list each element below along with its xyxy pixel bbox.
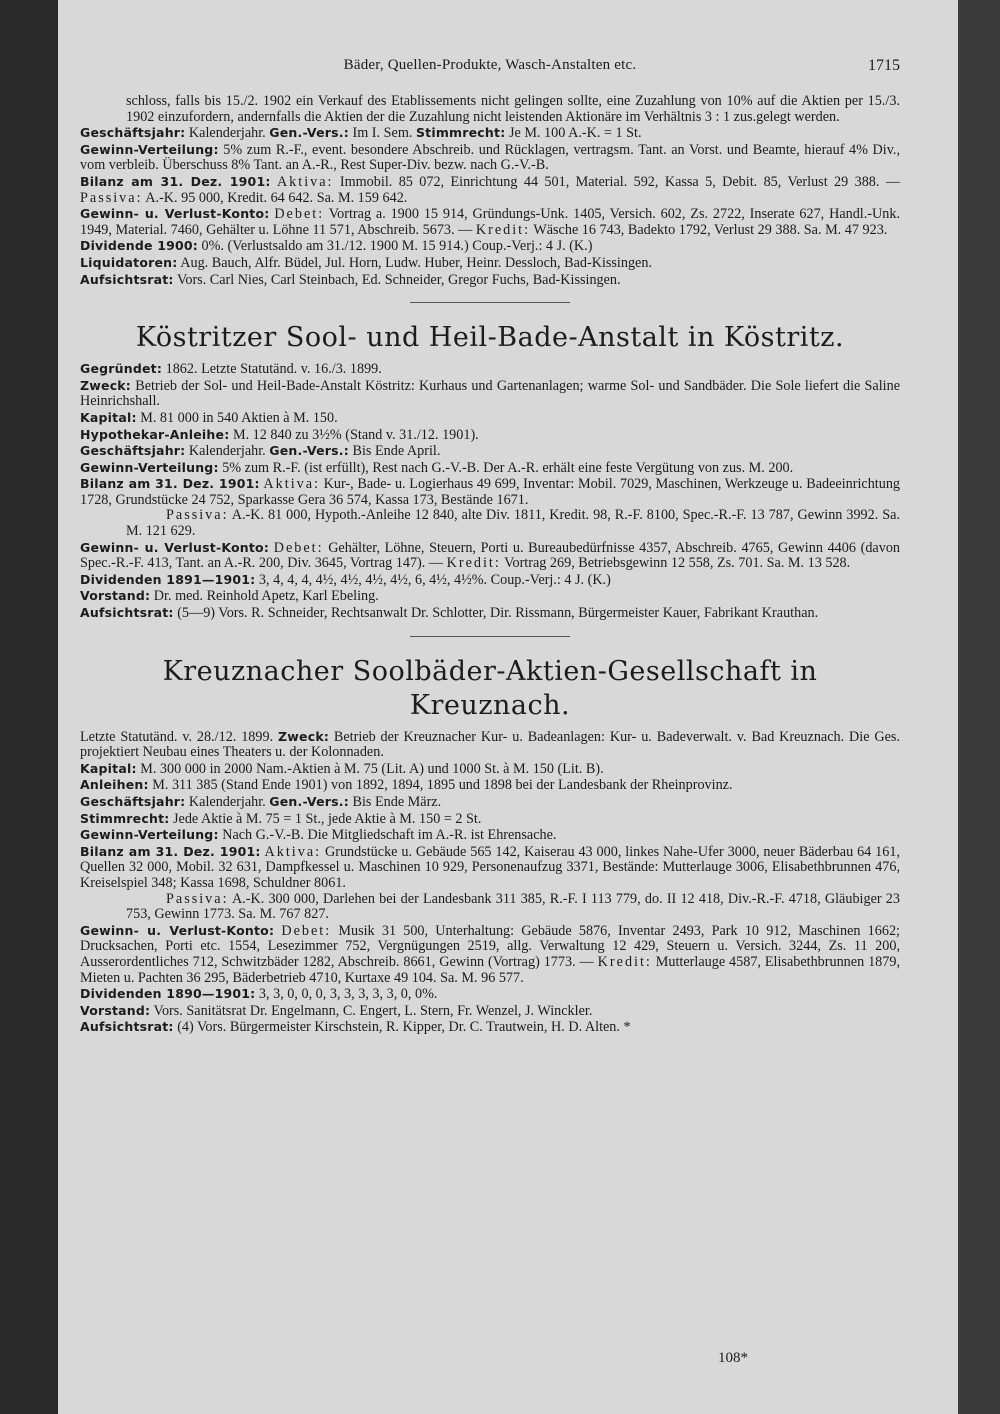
koestritz-gegruendet: Gegründet: 1862. Letzte Statutänd. v. 16./3. 1899. <box>80 361 382 378</box>
page-content <box>80 58 900 1036</box>
prev-entry <box>80 94 900 288</box>
koestritz-dividenden: Dividenden 1891—1901: 3, 4, 4, 4, 4½, 4½, 4½, 4½, 6, 4½, 4½%. Coup.-Verj.: 4 J. (K.) <box>80 571 611 588</box>
scan-right-edge <box>958 0 1000 1414</box>
kreuznach-statut-zweck: Letzte Statutänd. v. 28./12. 1899. Zweck: Betrieb der Kreuznacher Kur- u. Badeanlagen: Kur- u. Badeverwalt. v. Bad Kreuznach. Die Ges. projektiert Neubau eines Theaters u. der Kolonnaden. <box>80 728 900 761</box>
koestritz-bilanz: Bilanz am 31. Dez. 1901: Aktiva: Kur-, Bade- u. Logierhaus 49 699, Inventar: Mobil. 7029, Maschinen, Werkzeuge u. Badeeinrichtung 1728, Grundstücke 24 752, Sparkasse Gera 36 574, Kassa 173, Bestände 1671. <box>80 476 901 508</box>
section-divider <box>410 636 570 637</box>
koestritz-hypothekar: Hypothekar-Anleihe: M. 12 840 zu 3½% (Stand v. 31./12. 1901). <box>80 426 479 443</box>
koestritz-entry <box>80 321 900 622</box>
kreuznach-entry <box>80 655 900 1036</box>
koestritz-gewinnverteilung: Gewinn-Verteilung: 5% zum R.-F. (ist erfüllt), Rest nach G.-V.-B. Der A.-R. erhält eine feste Vergütung von zus. M. 200. <box>80 459 794 476</box>
kreuznach-passiva: Passiva: A.-K. 300 000, Darlehen bei der Landesbank 311 385, R.-F. I 113 779, do. II 12 418, Div.-R.-F. 4718, Gläubiger 23 753, Gewinn 1773. Sa. M. 767 827. <box>126 890 900 923</box>
section-divider <box>410 302 570 303</box>
company-title: Kreuznacher Soolbäder-Aktien-Gesellschaft in Kreuznach. <box>162 655 818 721</box>
koestritz-guv: Gewinn- u. Verlust-Konto: Debet: Gehälter, Löhne, Steuern, Porti u. Bureaubedürfnisse 4357, Abschreib. 4765, Gewinn 4406 (davon Spec.-R.-F. 413, Tant. an A.-R. 200, Div. 3645, Vortrag 147). — Kredit: Vortrag 269, Betriebsgewinn 12 558, Zs. 701. Sa. M. 13 528. <box>80 539 901 572</box>
page-number: 1715 <box>868 57 900 74</box>
company-title: Köstritzer Sool- und Heil-Bade-Anstalt in Köstritz. <box>135 322 845 354</box>
prev-guv: Gewinn- u. Verlust-Konto: Debet: Vortrag a. 1900 15 914, Gründungs-Unk. 1405, Versich. 602, Zs. 2722, Inserate 627, Handl.-Unk. 1949, Material. 7460, Gehälter u. Löhne 11 571, Abschreib. 5673. — Kredit: Wäsche 16 743, Badekto 1792, Verlust 29 388. Sa. M. 47 923. <box>80 206 901 238</box>
scan-left-edge <box>0 0 58 1414</box>
koestritz-kapital: Kapital: M. 81 000 in 540 Aktien à M. 150. <box>80 409 338 426</box>
kreuznach-vorstand: Vorstand: Vors. Sanitätsrat Dr. Engelmann, C. Engert, L. Stern, Fr. Wenzel, J. Winckler. <box>80 1002 593 1019</box>
prev-bilanz: Bilanz am 31. Dez. 1901: Aktiva: Immobil. 85 072, Einrichtung 44 501, Material. 592, Kassa 5, Debit. 85, Verlust 29 388. — Passiva: A.-K. 95 000, Kredit. 64 642. Sa. M. 159 642. <box>80 173 901 206</box>
koestritz-aufsichtsrat: Aufsichtsrat: (5—9) Vors. R. Schneider, Rechtsanwalt Dr. Schlotter, Dir. Rissmann, Bürgermeister Kauer, Fabrikant Krauthan. <box>80 605 819 622</box>
koestritz-passiva: Passiva: A.-K. 81 000, Hypoth.-Anleihe 12 840, alte Div. 1811, Kredit. 98, R.-F. 8100, Spec.-R.-F. 13 787, Gewinn 3992. Sa. M. 121 629. <box>126 507 900 540</box>
page <box>58 0 958 1414</box>
prev-liquidatoren: Liquidatoren: Aug. Bauch, Alfr. Büdel, Jul. Horn, Ludw. Huber, Heinr. Dessloch, Bad-Kissingen. <box>80 254 652 271</box>
kreuznach-stimmrecht: Stimmrecht: Jede Aktie à M. 75 = 1 St., jede Aktie à M. 150 = 2 St. <box>80 810 482 827</box>
prev-aufsichtsrat: Aufsichtsrat: Vors. Carl Nies, Carl Steinbach, Ed. Schneider, Gregor Fuchs, Bad-Kissingen. <box>80 271 621 288</box>
kreuznach-aufsichtsrat: Aufsichtsrat: (4) Vors. Bürgermeister Kirschstein, R. Kipper, Dr. C. Trautwein, H. D. Alten. * <box>80 1019 631 1036</box>
koestritz-vorstand: Vorstand: Dr. med. Reinhold Apetz, Karl Ebeling. <box>80 588 379 605</box>
page-header <box>80 58 900 84</box>
kreuznach-bilanz: Bilanz am 31. Dez. 1901: Aktiva: Grundstücke u. Gebäude 565 142, Kaiserau 43 000, linkes Nahe-Ufer 3000, neuer Bäderbau 64 161, Quellen 32 000, Mobil. 32 631, Dampfkessel u. Maschinen 10 929, Personenaufzug 3371, Bestände: Mutterlauge 3006, Elisabethbrunnen 476, Kreiselspiel 348; Kassa 1698, Schuldner 8061. <box>80 843 900 891</box>
prev-geschaeftsjahr: Geschäftsjahr: Kalenderjahr. Gen.-Vers.: Im I. Sem. Stimmrecht: Je M. 100 A.-K. = 1 St. <box>80 125 642 142</box>
kreuznach-geschaeftsjahr: Geschäftsjahr: Kalenderjahr. Gen.-Vers.: Bis Ende März. <box>80 794 442 810</box>
kreuznach-gewinnverteilung: Gewinn-Verteilung: Nach G.-V.-B. Die Mitgliedschaft im A.-R. ist Ehrensache. <box>80 827 557 844</box>
kreuznach-dividenden: Dividenden 1890—1901: 3, 3, 0, 0, 0, 3, 3, 3, 3, 3, 0, 0%. <box>80 986 438 1003</box>
footer-mark: 108* <box>718 1350 748 1366</box>
koestritz-zweck: Zweck: Betrieb der Sol- und Heil-Bade-Anstalt Köstritz: Kurhaus und Gartenanlagen; warme Sol- und Sandbäder. Die Sole liefert die Saline Heinrichshall. <box>80 377 901 410</box>
koestritz-geschaeftsjahr: Geschäftsjahr: Kalenderjahr. Gen.-Vers.: Bis Ende April. <box>80 443 441 460</box>
running-head: Bäder, Quellen-Produkte, Wasch-Anstalten etc. <box>343 57 637 73</box>
prev-dividende: Dividende 1900: 0%. (Verlustsaldo am 31./12. 1900 M. 15 914.) Coup.-Verj.: 4 J. (K.) <box>80 238 593 255</box>
prev-gewinnverteilung: Gewinn-Verteilung: 5% zum R.-F., event. besondere Abschreib. und Rücklagen, vertragsm. Tant. an Vorst. und Beamte, hierauf 4% Div., vom verbleib. Überschuss 8% Tant. an A.-R., Rest Super-Div. bezw. nach G.-V.-B. <box>80 141 901 174</box>
kreuznach-guv: Gewinn- u. Verlust-Konto: Debet: Musik 31 500, Unterhaltung: Gebäude 5876, Inventar 2493, Park 10 912, Maschinen 1662; Drucksachen, Porti etc. 1554, Lesezimmer 752, Vergnügungen 2519, allg. Verwaltung 12 429, Steuern u. Versich. 3244, Zs. 11 200, Ausserordentliches 712, Schwitzbäder 1282, Abschreib. 8661, Gewinn (Vortrag) 1773. — Kredit: Mutterlauge 4587, Elisabethbrunnen 1879, Mieten u. Pachten 36 295, Bäderbetrieb 4710, Kurtaxe 49 104. Sa. M. 96 577. <box>80 922 901 986</box>
kreuznach-kapital: Kapital: M. 300 000 in 2000 Nam.-Aktien à M. 75 (Lit. A) und 1000 St. à M. 150 (Lit. B). <box>80 760 604 777</box>
kreuznach-anleihen: Anleihen: M. 311 385 (Stand Ende 1901) von 1892, 1894, 1895 und 1898 bei der Landesbank der Rheinprovinz. <box>80 777 733 794</box>
prev-intro: schloss, falls bis 15./2. 1902 ein Verkauf des Etablissements nicht gelingen sollte, eine Zuzahlung von 10% auf die Aktien per 15./3. 1902 einzufordern, andernfalls die Aktien der die Zuzahlung nicht leistenden Aktionäre im Verhältnis 3 : 1 zus.gelegt werden. <box>126 93 900 125</box>
